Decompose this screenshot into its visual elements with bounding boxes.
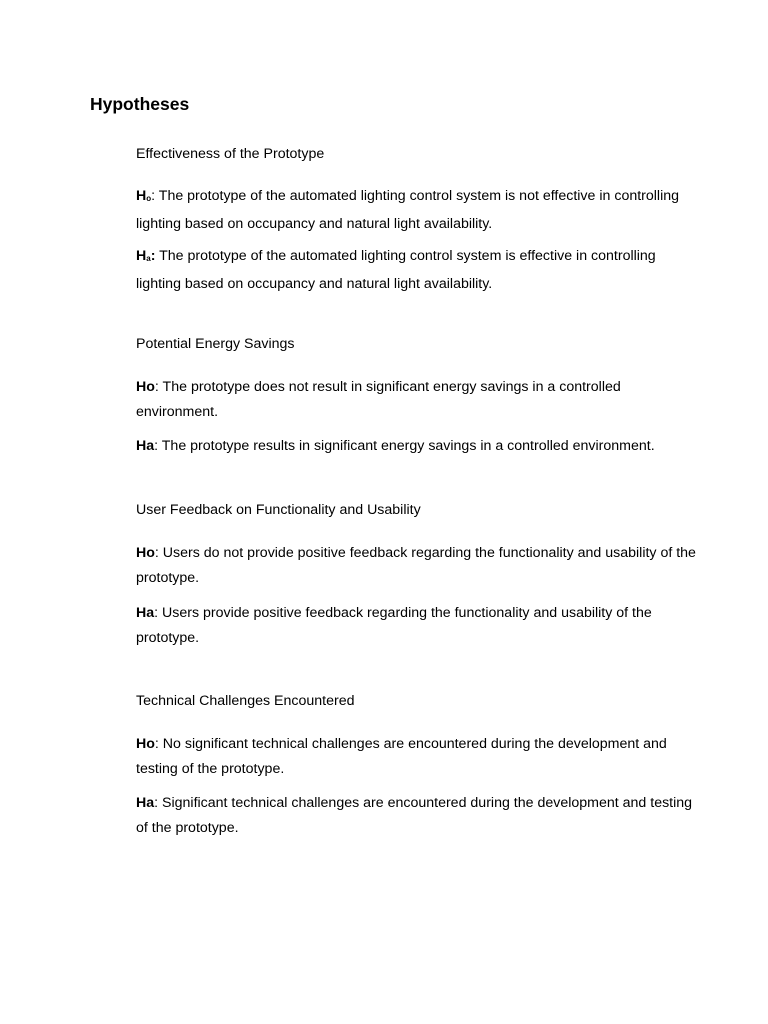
hypothesis-label-colon: : bbox=[150, 248, 156, 264]
section-heading-energy-savings: Potential Energy Savings bbox=[136, 336, 295, 352]
hypothesis-label-null: Ho bbox=[136, 736, 155, 752]
hypothesis-label-subscript: o bbox=[146, 194, 152, 203]
hypothesis-alternative-effectiveness bbox=[136, 244, 696, 296]
hypothesis-text: : Users do not provide positive feedback regarding the functionality and usability of the prototype. bbox=[136, 545, 696, 586]
hypothesis-text: : The prototype does not result in significant energy savings in a controlled environment. bbox=[136, 379, 621, 420]
hypothesis-label-subscript: a bbox=[146, 254, 151, 263]
document-title: Hypotheses bbox=[90, 94, 190, 114]
hypothesis-label-null: Ho bbox=[136, 379, 155, 395]
hypothesis-text: The prototype of the automated lighting control system is effective in controlling lighting based on occupancy and natural light availability. bbox=[136, 248, 656, 292]
hypothesis-label-null: Ho bbox=[136, 545, 155, 561]
hypothesis-text: : Users provide positive feedback regarding the functionality and usability of the prototype. bbox=[136, 605, 652, 646]
section-heading-technical-challenges: Technical Challenges Encountered bbox=[136, 693, 355, 709]
hypothesis-text: : No significant technical challenges are encountered during the development and testing of the prototype. bbox=[136, 736, 667, 777]
hypothesis-alternative-user-feedback bbox=[136, 601, 696, 650]
hypothesis-alternative-energy-savings bbox=[136, 434, 696, 459]
hypothesis-label-alternative: H bbox=[136, 248, 147, 264]
section-heading-user-feedback: User Feedback on Functionality and Usability bbox=[136, 502, 421, 518]
hypothesis-label-alternative: Ha bbox=[136, 438, 155, 454]
hypothesis-alternative-technical-challenges bbox=[136, 791, 696, 840]
hypothesis-text: : The prototype results in significant energy savings in a controlled environment. bbox=[154, 438, 655, 454]
hypothesis-null-technical-challenges bbox=[136, 732, 696, 781]
hypothesis-null-effectiveness bbox=[136, 184, 696, 236]
hypothesis-null-energy-savings bbox=[136, 375, 696, 424]
hypothesis-null-user-feedback bbox=[136, 541, 696, 590]
hypothesis-text: The prototype of the automated lighting control system is not effective in controlling lighting based on occupancy and natural light availability. bbox=[136, 188, 680, 232]
section-heading-effectiveness: Effectiveness of the Prototype bbox=[136, 146, 325, 162]
hypothesis-text: : Significant technical challenges are encountered during the development and testing of the prototype. bbox=[136, 795, 693, 836]
hypothesis-label-null: H bbox=[136, 188, 147, 204]
hypothesis-label-alternative: Ha bbox=[136, 605, 155, 621]
hypothesis-label-colon: : bbox=[151, 188, 156, 204]
hypothesis-label-alternative: Ha bbox=[136, 795, 155, 811]
